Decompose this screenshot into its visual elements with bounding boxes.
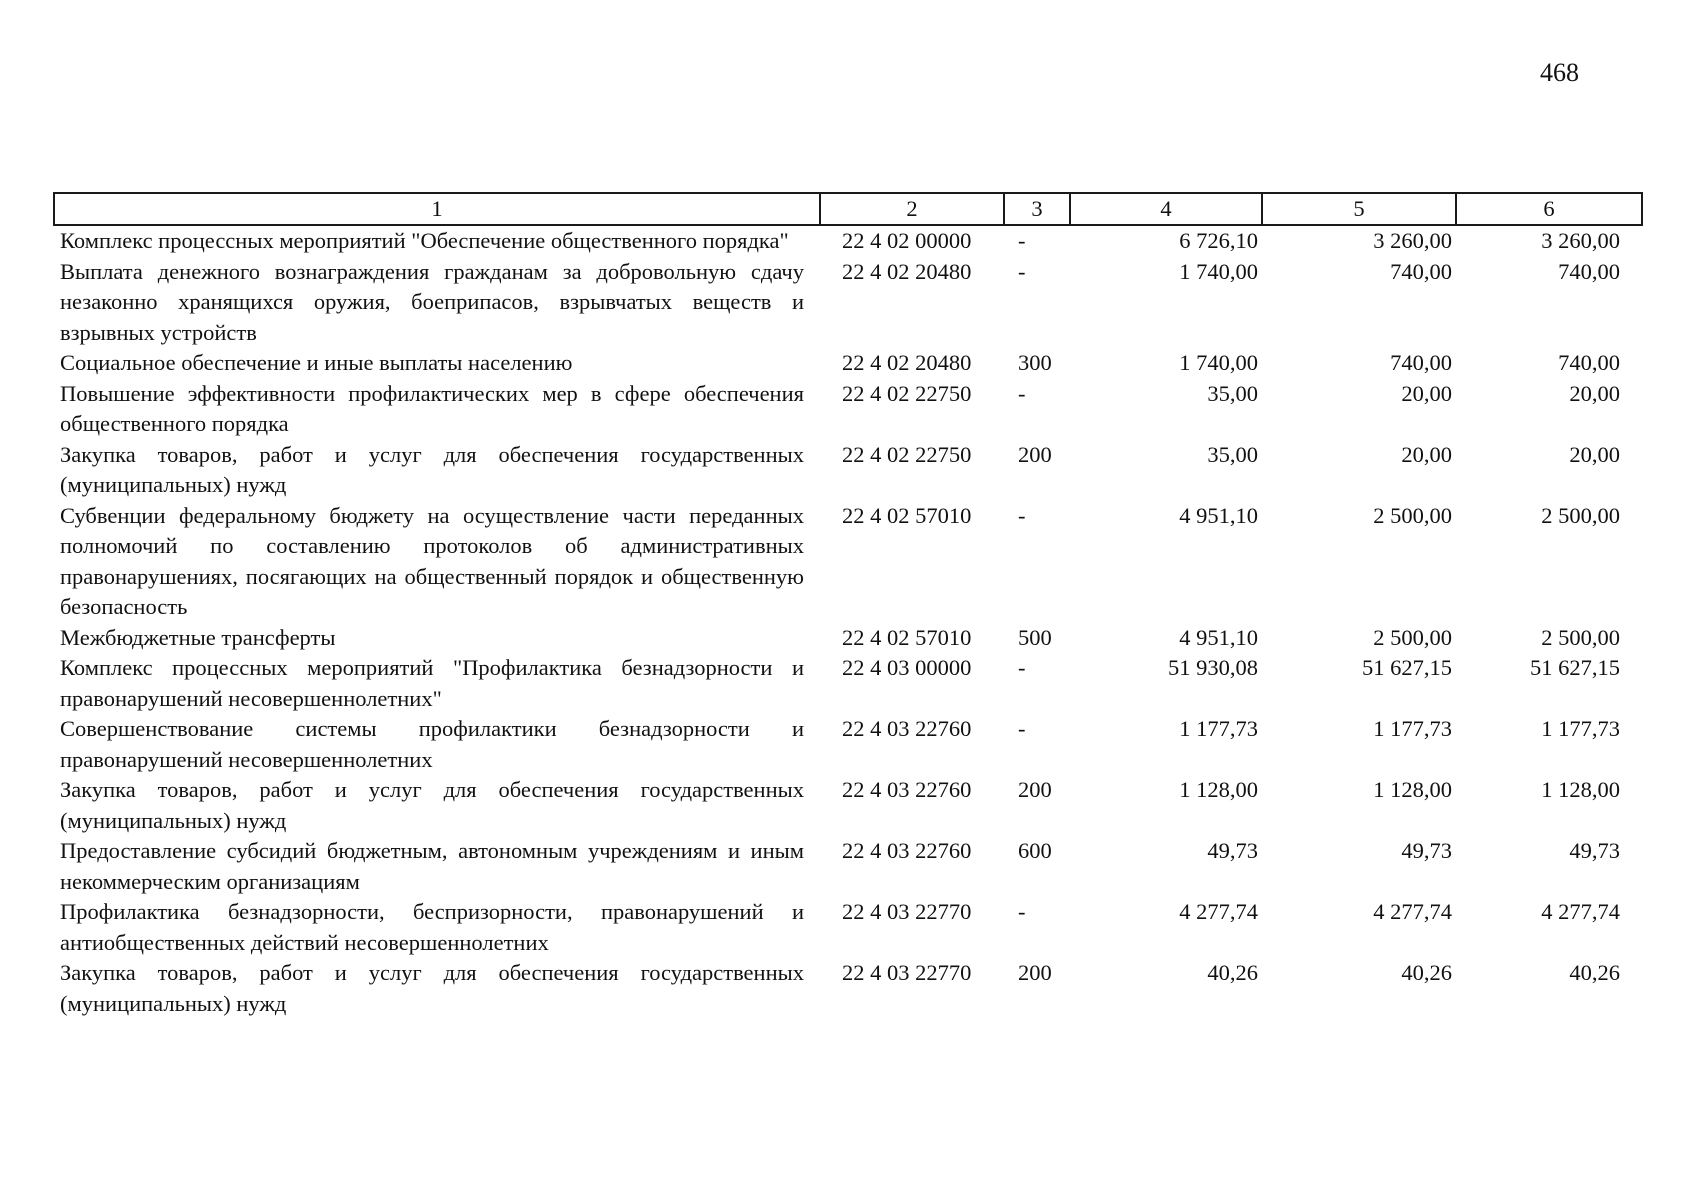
row-expense-type: 500: [1018, 624, 1052, 650]
row-amount-col4: 6 726,10: [1179, 228, 1258, 253]
row-target-code: 22 4 02 57010: [842, 502, 972, 528]
row-name: Повышение эффективности профилактических мер в сфере обеспечения общественного порядка: [60, 380, 804, 436]
column-header-1: 1: [54, 193, 820, 225]
row-amount-col6: 1 128,00: [1541, 777, 1620, 802]
row-amount-col5: 40,26: [1401, 960, 1452, 985]
row-name: Комплекс процессных мероприятий "Профилактика безнадзорности и правонарушений несовершеннолетних": [60, 655, 804, 711]
row-name: Комплекс процессных мероприятий "Обеспечение общественного порядка": [60, 228, 789, 253]
row-name: Профилактика безнадзорности, беспризорности, правонарушений и антиобщественных действий несовершеннолетних: [60, 899, 804, 955]
row-amount-col4: 1 128,00: [1179, 777, 1258, 802]
header-row: [54, 193, 1642, 225]
row-amount-col6: 40,26: [1569, 960, 1620, 985]
row-name: Субвенции федеральному бюджету на осуществление части переданных полномочий по составлению протоколов об административных правонарушениях, посягающих на общественный порядок и общественную безопасность: [60, 502, 804, 619]
row-target-code: 22 4 02 22750: [842, 380, 972, 406]
column-header-6: 6: [1456, 193, 1642, 225]
row-amount-col4: 1 740,00: [1179, 350, 1258, 375]
row-amount-col5: 1 128,00: [1373, 777, 1452, 802]
row-name: Предоставление субсидий бюджетным, автономным учреждениям и иным некоммерческим организациям: [60, 838, 804, 894]
row-amount-col6: 1 177,73: [1541, 716, 1620, 741]
table-row: [54, 379, 1642, 440]
row-amount-col4: 49,73: [1207, 838, 1258, 863]
row-target-code: 22 4 02 57010: [842, 624, 972, 650]
row-amount-col6: 2 500,00: [1541, 624, 1620, 650]
row-amount-col4: 4 951,10: [1179, 502, 1258, 528]
row-amount-col5: 740,00: [1390, 258, 1452, 284]
row-amount-col4: 4 277,74: [1179, 899, 1258, 924]
row-expense-type: -: [1018, 258, 1026, 284]
row-target-code: 22 4 03 22760: [842, 716, 972, 741]
row-amount-col4: 1 740,00: [1179, 258, 1258, 284]
row-amount-col4: 51 930,08: [1168, 655, 1258, 680]
row-amount-col6: 51 627,15: [1530, 655, 1620, 680]
column-header-5: 5: [1262, 193, 1456, 225]
row-amount-col5: 51 627,15: [1362, 655, 1452, 680]
table-row: [54, 623, 1642, 654]
row-expense-type: 300: [1018, 350, 1052, 375]
row-target-code: 22 4 03 22760: [842, 777, 972, 802]
row-name: Совершенствование системы профилактики безнадзорности и правонарушений несовершеннолетних: [60, 716, 804, 772]
table-row: [54, 257, 1642, 349]
row-expense-type: 200: [1018, 441, 1052, 467]
column-header-3: 3: [1004, 193, 1070, 225]
table-row: [54, 836, 1642, 897]
table-row: [54, 348, 1642, 379]
budget-table: [53, 192, 1643, 1019]
column-header-4: 4: [1070, 193, 1262, 225]
row-target-code: 22 4 03 22770: [842, 899, 972, 924]
table-row: [54, 775, 1642, 836]
table-body: [54, 225, 1642, 1019]
table-row: [54, 501, 1642, 623]
row-target-code: 22 4 03 22760: [842, 838, 972, 863]
row-expense-type: 600: [1018, 838, 1052, 863]
row-expense-type: -: [1018, 716, 1026, 741]
row-amount-col5: 740,00: [1390, 350, 1452, 375]
row-amount-col6: 4 277,74: [1541, 899, 1620, 924]
row-amount-col6: 3 260,00: [1541, 228, 1620, 253]
row-amount-col5: 2 500,00: [1373, 502, 1452, 528]
table-row: [54, 225, 1642, 257]
row-amount-col6: 49,73: [1569, 838, 1620, 863]
row-amount-col4: 40,26: [1207, 960, 1258, 985]
row-amount-col4: 35,00: [1207, 441, 1258, 467]
row-name: Закупка товаров, работ и услуг для обеспечения государственных (муниципальных) нужд: [60, 777, 804, 833]
row-target-code: 22 4 02 22750: [842, 441, 972, 467]
row-amount-col6: 740,00: [1558, 350, 1620, 375]
row-amount-col6: 20,00: [1569, 380, 1620, 406]
row-expense-type: -: [1018, 228, 1026, 253]
row-amount-col4: 4 951,10: [1179, 624, 1258, 650]
row-target-code: 22 4 02 20480: [842, 258, 972, 284]
row-expense-type: 200: [1018, 777, 1052, 802]
row-amount-col5: 20,00: [1401, 441, 1452, 467]
row-amount-col5: 3 260,00: [1373, 228, 1452, 253]
row-target-code: 22 4 03 22770: [842, 960, 972, 985]
row-name: Закупка товаров, работ и услуг для обеспечения государственных (муниципальных) нужд: [60, 960, 804, 1016]
table-row: [54, 897, 1642, 958]
row-amount-col6: 2 500,00: [1541, 502, 1620, 528]
row-expense-type: -: [1018, 655, 1026, 680]
row-amount-col4: 1 177,73: [1179, 716, 1258, 741]
row-target-code: 22 4 02 00000: [842, 228, 972, 253]
row-name: Закупка товаров, работ и услуг для обеспечения государственных (муниципальных) нужд: [60, 441, 804, 497]
row-name: Выплата денежного вознаграждения гражданам за добровольную сдачу незаконно хранящихся оружия, боеприпасов, взрывчатых веществ и взрывных устройств: [60, 258, 804, 345]
row-target-code: 22 4 03 00000: [842, 655, 972, 680]
row-expense-type: 200: [1018, 960, 1052, 985]
row-expense-type: -: [1018, 502, 1026, 528]
row-amount-col5: 4 277,74: [1373, 899, 1452, 924]
page-number: 468: [1540, 58, 1579, 87]
row-name: Межбюджетные трансферты: [60, 624, 336, 650]
row-name: Социальное обеспечение и иные выплаты населению: [60, 350, 573, 375]
row-amount-col5: 49,73: [1401, 838, 1452, 863]
table-row: [54, 440, 1642, 501]
column-header-2: 2: [820, 193, 1004, 225]
table-row: [54, 958, 1642, 1019]
row-target-code: 22 4 02 20480: [842, 350, 972, 375]
row-amount-col6: 20,00: [1569, 441, 1620, 467]
row-amount-col5: 2 500,00: [1373, 624, 1452, 650]
row-expense-type: -: [1018, 380, 1026, 406]
table-row: [54, 714, 1642, 775]
table-row: [54, 653, 1642, 714]
row-amount-col5: 1 177,73: [1373, 716, 1452, 741]
row-amount-col4: 35,00: [1207, 380, 1258, 406]
table-header: [54, 193, 1642, 225]
row-expense-type: -: [1018, 899, 1026, 924]
row-amount-col5: 20,00: [1401, 380, 1452, 406]
row-amount-col6: 740,00: [1558, 258, 1620, 284]
